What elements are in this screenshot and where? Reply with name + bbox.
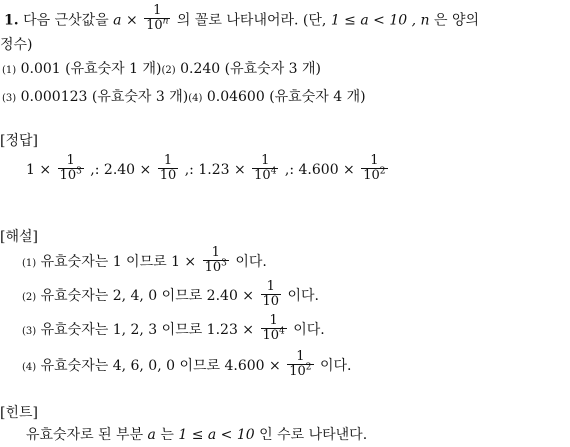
explanation-fraction: $\frac{1}{10}$ <box>262 278 280 309</box>
explanation-heading: [해설] <box>0 229 38 245</box>
answer-sep: ,: <box>180 162 199 178</box>
explanation-item <box>22 278 319 314</box>
item-label: (1) <box>2 65 17 76</box>
explanation-fraction: $\frac{1}{10^2}$ <box>289 348 312 379</box>
problem-text-c: 은 양의 <box>429 12 479 29</box>
answer-fraction: $\frac{1}{10^4}$ <box>254 152 277 183</box>
explanation-item <box>22 348 351 384</box>
item-text: 0.001 (유효숫자 1 개) <box>16 61 162 77</box>
hint-text-3: 인 수로 나타낸다. <box>254 427 368 443</box>
item-label: (3) <box>2 93 17 104</box>
answer-part-coef: 4.600 × <box>298 162 355 178</box>
explanation-item <box>22 312 325 348</box>
problem-condition: 1 ≤ a < 10 , n <box>330 12 430 29</box>
item-label: (4) <box>22 362 37 373</box>
hint-heading: [힌트] <box>0 405 38 421</box>
explanation-post: 이다. <box>230 254 267 270</box>
answer-sep: ,: <box>85 162 104 178</box>
explanation-text: 유효숫자는 4, 6, 0, 0 이므로 4.600 × <box>36 358 281 374</box>
hint-text-2: 는 <box>155 427 179 443</box>
answer-heading: [정답] <box>0 133 38 149</box>
fraction-denominator: 10$^n$ <box>146 16 169 33</box>
hint-text: 유효숫자로 된 부분 <box>26 427 148 443</box>
hint-condition: 1 ≤ a < 10 <box>178 427 255 443</box>
problem-items-row-1 <box>2 60 321 80</box>
answer-part-coef: 1.23 × <box>198 162 246 178</box>
problem-line-1 <box>4 3 479 35</box>
explanation-fraction: $\frac{1}{10^4}$ <box>262 312 285 343</box>
problem-var-a: a <box>113 12 122 29</box>
answer-part-coef: 2.40 × <box>103 162 152 178</box>
explanation-item <box>22 244 267 280</box>
item-text: 0.04600 (유효숫자 4 개) <box>202 89 366 105</box>
hint-var: a <box>147 427 156 443</box>
answer-line <box>26 152 390 188</box>
answer-fraction: $\frac{1}{10^3}$ <box>59 152 82 183</box>
explanation-text: 유효숫자는 2, 4, 0 이므로 2.40 × <box>36 288 255 304</box>
item-label: (2) <box>161 65 176 76</box>
problem-number: 1. <box>4 12 19 29</box>
problem-line-2: 정수) <box>0 37 33 53</box>
explanation-text: 유효숫자는 1, 2, 3 이므로 1.23 × <box>36 322 255 338</box>
explanation-post: 이다. <box>315 358 352 374</box>
problem-items-row-2 <box>2 88 366 108</box>
item-text: 0.240 (유효숫자 3 개) <box>175 61 322 77</box>
problem-text-b: 의 꼴로 나타내어라. (단, <box>172 12 331 29</box>
item-label: (4) <box>188 93 203 104</box>
item-label: (1) <box>22 258 37 269</box>
hint-line <box>26 426 367 444</box>
explanation-post: 이다. <box>283 288 319 304</box>
problem-fraction <box>144 4 170 33</box>
answer-part-coef: 1 × <box>26 162 52 178</box>
explanation-text: 유효숫자는 1 이므로 1 × <box>36 254 197 270</box>
answer-fraction: $\frac{1}{10^2}$ <box>363 152 386 183</box>
item-label: (2) <box>22 292 37 303</box>
fraction-numerator: 1 <box>153 3 162 18</box>
answer-fraction: $\frac{1}{10}$ <box>159 152 177 183</box>
explanation-post: 이다. <box>288 322 325 338</box>
times-sign: × <box>125 12 138 29</box>
answer-sep: ,: <box>280 162 299 178</box>
item-text: 0.000123 (유효숫자 3 개) <box>16 89 189 105</box>
problem-text-a: 다음 근삿값을 <box>23 12 114 29</box>
explanation-fraction: $\frac{1}{10^3}$ <box>204 244 227 275</box>
item-label: (3) <box>22 326 37 337</box>
